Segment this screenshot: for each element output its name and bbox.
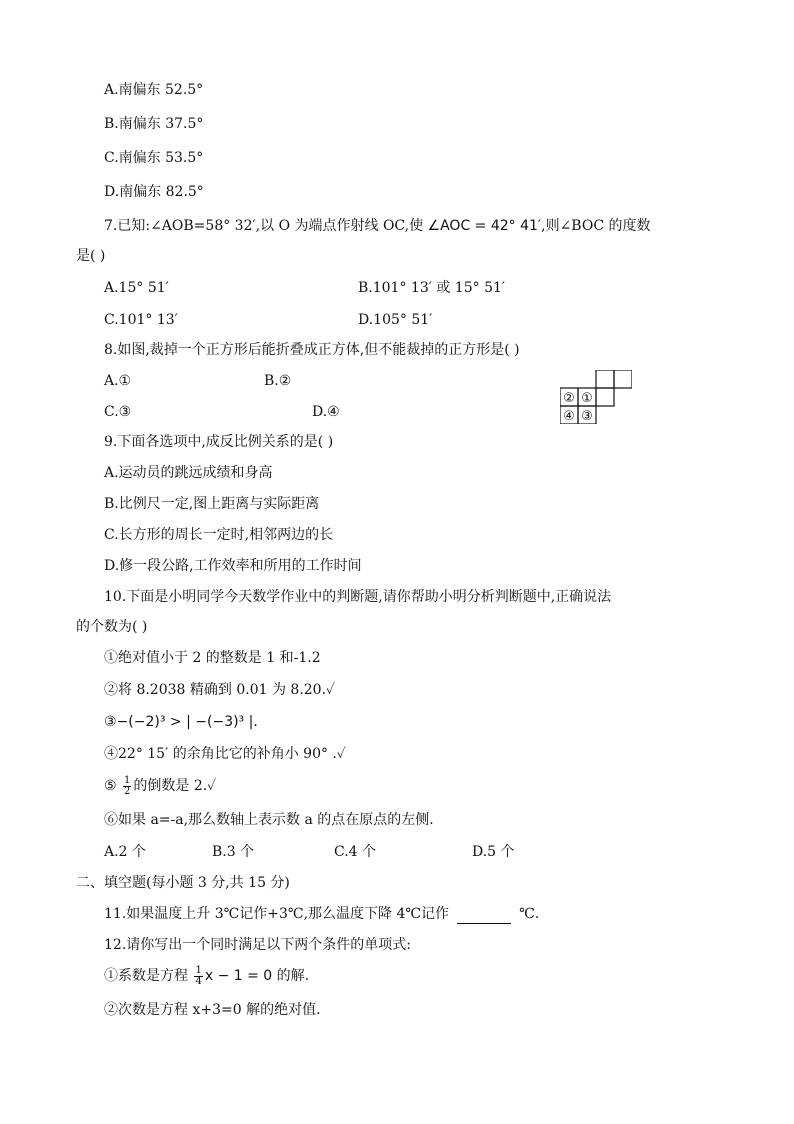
q10-stem-line1: 10.下面是小明同学今天数学作业中的判断题,请你帮助小明分析判断题中,正确说法	[104, 589, 612, 605]
q7-option-a: A.15° 51′	[104, 280, 169, 296]
q10-option-a: A.2 个	[104, 844, 146, 860]
q11-answer-blank[interactable]	[457, 909, 511, 924]
q12-condition-1	[104, 962, 309, 990]
q8-option-d: D.④	[312, 404, 340, 420]
q10-statement-3	[104, 712, 258, 732]
net-label-2: ②	[563, 391, 575, 406]
q7-stem-math: ∠AOC = 42° 41′	[427, 218, 542, 234]
net-label-4: ④	[563, 409, 575, 424]
q10-statement-5	[104, 772, 216, 800]
fraction-numerator: 1	[124, 774, 131, 786]
q6-option-c: C.南偏东 53.5°	[104, 150, 204, 166]
q7-stem-line2: 是( )	[76, 248, 106, 264]
net-label-1: ①	[581, 391, 593, 406]
q10-statement-5-marker: ⑤	[104, 778, 122, 794]
q10-option-b: B.3 个	[212, 844, 255, 860]
q12-condition-1-post: 的解.	[272, 968, 310, 984]
q8-stem: 8.如图,裁掉一个正方形后能折叠成正方体,但不能裁掉的正方形是( )	[104, 342, 520, 358]
q7-option-c: C.101° 13′	[104, 312, 178, 328]
q12-condition-2: ②次数是方程 x+3=0 解的绝对值.	[104, 1002, 321, 1018]
fraction-denominator: 2	[124, 785, 131, 797]
q9-option-a: A.运动员的跳远成绩和身高	[104, 465, 273, 481]
q7-stem-pre: 7.已知:∠AOB=58° 32′,以 O 为端点作射线 OC,使	[104, 218, 428, 234]
q6-option-d: D.南偏东 82.5°	[104, 184, 204, 200]
q10-statement-1: ①绝对值小于 2 的整数是 1 和-1.2	[104, 650, 321, 666]
cube-net-figure	[560, 370, 632, 424]
q10-statement-3-end: .	[253, 714, 258, 730]
q11-text	[104, 904, 539, 924]
q12-equation: x − 1 = 0	[204, 968, 273, 984]
net-label-3: ③	[581, 409, 593, 424]
q11-text-pre: 11.如果温度上升 3℃记作+3℃,那么温度下降 4℃记作	[104, 906, 450, 922]
q8-option-a: A.①	[104, 373, 132, 389]
section-2-heading: 二、填空题(每小题 3 分,共 15 分)	[76, 875, 290, 891]
q10-statement-3-marker: ③	[104, 714, 117, 730]
q10-statement-3-math: −(−2)³ > | −(−3)³ |	[116, 714, 254, 730]
q9-option-b: B.比例尺一定,图上距离与实际距离	[104, 496, 320, 512]
q6-option-b: B.南偏东 37.5°	[104, 116, 204, 132]
q10-fraction-half	[123, 776, 131, 797]
q9-option-d: D.修一段公路,工作效率和所用的工作时间	[104, 558, 362, 574]
q12-fraction-quarter	[194, 966, 202, 987]
q10-statement-5-text: 的倒数是 2.✓	[133, 778, 217, 794]
q7-option-d: D.105° 51′	[358, 312, 433, 328]
q10-option-c: C.4 个	[334, 844, 377, 860]
q7-option-b: B.101° 13′ 或 15° 51′	[358, 280, 506, 296]
q10-stem-line2: 的个数为( )	[76, 619, 148, 635]
fraction-denominator: 4	[195, 975, 202, 987]
q7-stem-post: ,则∠BOC 的度数	[541, 218, 651, 234]
net-square-middle	[596, 388, 614, 406]
q11-text-post: ℃.	[519, 906, 540, 922]
q7-stem	[104, 216, 651, 236]
net-square-top-right	[614, 370, 632, 388]
q8-option-b: B.②	[264, 373, 292, 389]
fraction-numerator: 1	[195, 964, 202, 976]
q10-statement-4: ④22° 15′ 的余角比它的补角小 90° .✓	[104, 746, 346, 762]
q10-statement-6: ⑥如果 a=-a,那么数轴上表示数 a 的点在原点的左侧.	[104, 812, 434, 828]
q10-option-d: D.5 个	[472, 844, 515, 860]
q9-option-c: C.长方形的周长一定时,相邻两边的长	[104, 527, 334, 543]
q12-stem: 12.请你写出一个同时满足以下两个条件的单项式:	[104, 937, 411, 953]
q8-option-c: C.③	[104, 404, 132, 420]
q9-stem: 9.下面各选项中,成反比例关系的是( )	[104, 434, 334, 450]
q6-option-a: A.南偏东 52.5°	[104, 82, 204, 98]
q10-statement-2: ②将 8.2038 精确到 0.01 为 8.20.✓	[104, 682, 336, 698]
q12-condition-1-pre: ①系数是方程	[104, 968, 193, 984]
net-square-top-left	[596, 370, 614, 388]
